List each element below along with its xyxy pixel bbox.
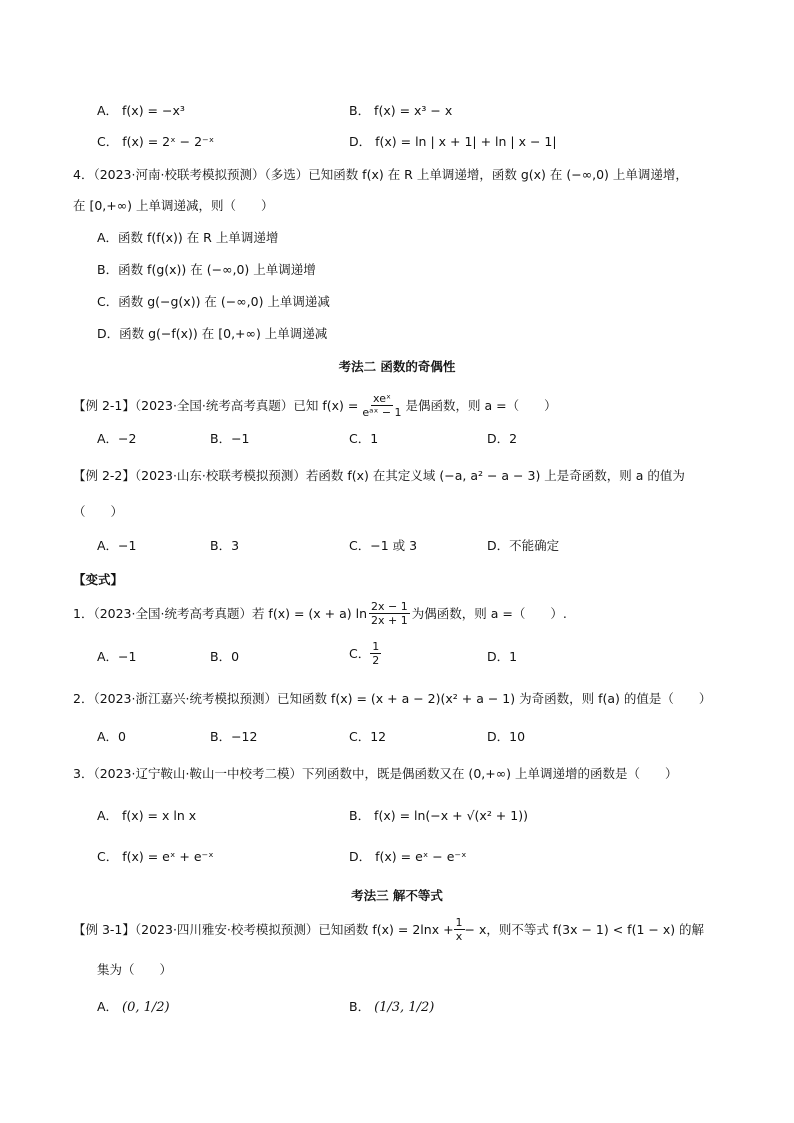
example-3-1-option-b bbox=[349, 998, 434, 1017]
example-2-1-stem bbox=[73, 392, 557, 419]
fraction-numerator: 1 bbox=[372, 640, 380, 653]
option-value: (0, 1/2) bbox=[122, 1000, 170, 1015]
fraction-denominator: x bbox=[455, 930, 463, 943]
variant-1-option-c bbox=[349, 640, 381, 667]
example-2-2-stem-line1: 【例 2-2】（2023·山东·校联考模拟预测）若函数 f(x) 在其定义域 (−a, a² − a − 3) 上是奇函数，则 a 的值为 bbox=[73, 468, 685, 483]
example-3-1-suffix: − x，则不等式 f(3x − 1) < f(1 − x) 的解 bbox=[464, 921, 705, 937]
q4-option-d: D．函数 g(−f(x)) 在 [0,+∞) 上单调递减 bbox=[97, 326, 328, 341]
example-2-1-option-b: B．−1 bbox=[210, 431, 250, 446]
option-label: B． bbox=[349, 999, 375, 1014]
fraction-denominator: 2 bbox=[372, 654, 380, 667]
variant-3-option-c: C． f(x) = eˣ + e⁻ˣ bbox=[97, 849, 214, 864]
example-2-1-prefix: 【例 2-1】（2023·全国·统考高考真题）已知 f(x) = bbox=[73, 397, 359, 413]
variant-3-option-b: B． f(x) = ln(−x + √(x² + 1)) bbox=[349, 808, 528, 823]
variant-3-stem: 3．（2023·辽宁鞍山·鞍山一中校考二模）下列函数中，既是偶函数又在 (0,+∞) 上单调递增的函数是（ ） bbox=[73, 766, 678, 781]
variant-1-suffix: 为偶函数，则 a =（ ）. bbox=[411, 605, 567, 621]
fraction-denominator: 2x + 1 bbox=[371, 614, 408, 627]
example-3-1-fraction bbox=[454, 916, 465, 943]
variant-2-stem: 2．（2023·浙江嘉兴·统考模拟预测）已知函数 f(x) = (x + a − 2)(x² + a − 1) 为奇函数，则 f(a) 的值是（ ） bbox=[73, 691, 712, 706]
variant-1-option-b: B．0 bbox=[210, 649, 240, 664]
q4-option-a: A．函数 f(f(x)) 在 R 上单调递增 bbox=[97, 230, 279, 245]
q4-option-c: C．函数 g(−g(x)) 在 (−∞,0) 上单调递减 bbox=[97, 294, 330, 309]
example-2-2-option-d: D．不能确定 bbox=[487, 538, 560, 553]
q4-stem-line2: 在 [0,+∞) 上单调递减，则（ ） bbox=[73, 198, 274, 213]
section-heading-2: 考法二 函数的奇偶性 bbox=[338, 359, 456, 374]
q4-stem-line1: 4．（2023·河南·校联考模拟预测）（多选）已知函数 f(x) 在 R 上单调递增，函数 g(x) 在 (−∞,0) 上单调递增， bbox=[73, 167, 688, 182]
example-2-2-option-b: B．3 bbox=[210, 538, 240, 553]
q3-option-a: A． f(x) = −x³ bbox=[97, 103, 185, 118]
fraction-numerator: 1 bbox=[455, 916, 463, 929]
example-3-1-stem-line1 bbox=[73, 916, 704, 943]
variant-2-option-b: B．−12 bbox=[210, 729, 258, 744]
variant-3-option-d: D． f(x) = eˣ − e⁻ˣ bbox=[349, 849, 467, 864]
q3-option-c: C． f(x) = 2ˣ − 2⁻ˣ bbox=[97, 134, 215, 149]
variant-2-option-d: D．10 bbox=[487, 729, 526, 744]
option-label: C． bbox=[349, 645, 371, 661]
q4-option-b: B．函数 f(g(x)) 在 (−∞,0) 上单调递增 bbox=[97, 262, 316, 277]
example-3-1-prefix: 【例 3-1】（2023·四川雅安·校考模拟预测）已知函数 f(x) = 2lnx + bbox=[73, 921, 454, 937]
option-label: A． bbox=[97, 999, 123, 1014]
variant-1-stem bbox=[73, 600, 567, 627]
example-2-2-option-a: A．−1 bbox=[97, 538, 137, 553]
q3-option-b: B． f(x) = x³ − x bbox=[349, 103, 453, 118]
fraction-numerator: 2x − 1 bbox=[371, 600, 408, 613]
example-2-1-fraction bbox=[360, 392, 403, 419]
variant-heading: 【变式】 bbox=[73, 572, 124, 587]
option-value: (1/3, 1/2) bbox=[374, 1000, 435, 1015]
q3-option-d: D． f(x) = ln | x + 1| + ln | x − 1| bbox=[349, 134, 557, 149]
fraction-denominator: eᵃˣ − 1 bbox=[362, 406, 402, 419]
example-2-1-suffix: 是偶函数，则 a =（ ） bbox=[405, 397, 557, 413]
variant-3-option-a: A． f(x) = x ln x bbox=[97, 808, 197, 823]
example-2-2-stem-line2: （ ） bbox=[73, 504, 124, 519]
variant-1-prefix: 1．（2023·全国·统考高考真题）若 f(x) = (x + a) ln bbox=[73, 605, 368, 621]
variant-2-option-c: C．12 bbox=[349, 729, 387, 744]
example-2-1-option-d: D．2 bbox=[487, 431, 518, 446]
example-2-1-option-c: C．1 bbox=[349, 431, 379, 446]
example-2-1-option-a: A．−2 bbox=[97, 431, 137, 446]
variant-1-option-a: A．−1 bbox=[97, 649, 137, 664]
fraction-numerator: xeˣ bbox=[373, 392, 391, 405]
option-fraction bbox=[370, 640, 381, 667]
variant-2-option-a: A．0 bbox=[97, 729, 127, 744]
example-2-2-option-c: C．−1 或 3 bbox=[349, 538, 418, 553]
variant-1-fraction bbox=[369, 600, 410, 627]
section-heading-3: 考法三 解不等式 bbox=[351, 888, 443, 903]
variant-1-option-d: D．1 bbox=[487, 649, 518, 664]
example-3-1-stem-line2: 集为（ ） bbox=[97, 962, 173, 977]
example-3-1-option-a bbox=[97, 998, 170, 1017]
